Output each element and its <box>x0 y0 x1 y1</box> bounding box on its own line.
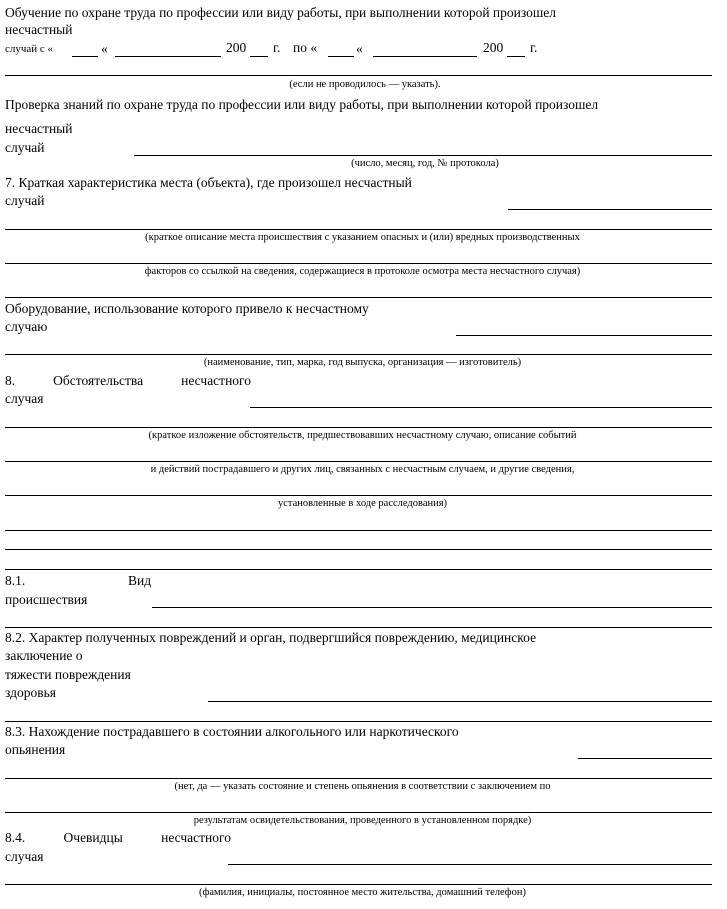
sec81-line2: происшествия <box>5 592 88 607</box>
training-note-field[interactable] <box>5 75 712 76</box>
training-to-day-field[interactable] <box>328 56 354 57</box>
sec8-hint3: установленные в ходе расследования) <box>277 498 448 509</box>
sec81-word: Вид <box>128 573 152 588</box>
sec84-title-line1 <box>5 830 231 846</box>
check-protocol-field[interactable] <box>134 155 712 156</box>
sec8-line5[interactable] <box>5 530 712 531</box>
sec83-field-line3[interactable] <box>5 812 712 813</box>
training-to-month-field[interactable] <box>373 56 477 57</box>
sec8-line2[interactable] <box>5 427 712 428</box>
training-g1: г. <box>273 40 281 55</box>
sec82-line4: здоровья <box>5 685 56 700</box>
sec83-line2: опьянения <box>5 742 66 757</box>
sec81-field[interactable] <box>152 607 712 608</box>
sec8-line7[interactable] <box>5 569 712 570</box>
sec7-place-line4[interactable] <box>5 297 712 298</box>
check-text-line3: случай <box>5 140 45 155</box>
sec83-hint2: результатам освидетельствования, проведенного в установленном порядке) <box>193 815 532 826</box>
sec7-place-field[interactable] <box>508 209 712 210</box>
training-g2: г. <box>530 40 538 55</box>
sec83-line1: 8.3. Нахождение пострадавшего в состоянии алкогольного или наркотического <box>5 724 459 739</box>
sec84-num: 8.4. <box>5 830 26 845</box>
sec84-line2: случая <box>5 849 44 864</box>
training-text-line2: несчастный <box>5 22 73 37</box>
sec83-field[interactable] <box>578 758 712 759</box>
sec81-num: 8.1. <box>5 573 26 588</box>
training-quote2: « <box>356 41 363 56</box>
training-year2: 200 <box>483 40 504 55</box>
sec8-line3[interactable] <box>5 461 712 462</box>
equip-field-line2[interactable] <box>5 354 712 355</box>
training-text-line1: Обучение по охране труда по профессии или виду работы, при выполнении которой произошел <box>5 5 556 20</box>
training-from-year-field[interactable] <box>250 56 268 57</box>
training-year1: 200 <box>226 40 247 55</box>
equip-field[interactable] <box>456 335 712 336</box>
check-hint: (число, месяц, год, № протокола) <box>351 158 499 169</box>
sec7-place-line2[interactable] <box>5 229 712 230</box>
check-text-line2: несчастный <box>5 121 73 136</box>
training-from-day-field[interactable] <box>72 56 98 57</box>
sec82-field[interactable] <box>208 701 712 702</box>
equip-title-line2: случаю <box>5 319 48 334</box>
sec7-place-line3[interactable] <box>5 263 712 264</box>
sec81-field-line2[interactable] <box>5 627 712 628</box>
sec8-word1: Обстоятельства <box>53 373 144 388</box>
training-quote1: « <box>101 41 108 56</box>
sec83-hint1: (нет, да — указать состояние и степень опьянения в соответствии с заключением по <box>174 781 551 792</box>
sec82-line1: 8.2. Характер полученных повреждений и орган, подвергшийся повреждению, медицинское <box>5 630 537 645</box>
sec8-line6[interactable] <box>5 549 712 550</box>
sec8-hint1: (краткое изложение обстоятельств, предшествовавших несчастному случаю, описание событий <box>148 430 577 441</box>
training-from-month-field[interactable] <box>115 56 221 57</box>
training-hint: (если не проводилось — указать). <box>289 79 441 90</box>
training-to-year-field[interactable] <box>507 56 525 57</box>
sec8-circumstances-field[interactable] <box>250 407 712 408</box>
sec83-field-line2[interactable] <box>5 778 712 779</box>
equip-title-line1: Оборудование, использование которого привело к несчастному <box>5 301 369 316</box>
sec8-num: 8. <box>5 373 16 388</box>
sec82-line2: заключение о <box>5 648 83 663</box>
sec82-field-line2[interactable] <box>5 721 712 722</box>
equip-hint: (наименование, тип, марка, год выпуска, организация — изготовитель) <box>203 357 522 368</box>
sec84-hint: (фамилия, инициалы, постоянное место жительства, домашний телефон) <box>199 887 526 898</box>
check-text-line1: Проверка знаний по охране труда по профессии или виду работы, при выполнении которой произошел <box>5 97 599 112</box>
sec8-line4[interactable] <box>5 495 712 496</box>
sec84-field-line2[interactable] <box>5 884 712 885</box>
sec82-line3: тяжести повреждения <box>5 667 131 682</box>
training-po: по « <box>293 40 318 55</box>
training-date-prefix: случай с « <box>5 43 54 55</box>
sec84-witness-field[interactable] <box>228 864 712 865</box>
sec7-hint2: факторов со ссылкой на сведения, содержащиеся в протоколе осмотра места несчастного случая) <box>144 266 581 277</box>
sec8-word2: несчастного <box>181 373 251 388</box>
sec84-word1: Очевидцы <box>63 830 123 845</box>
sec7-title-line1: 7. Краткая характеристика места (объекта), где произошел несчастный <box>5 175 412 190</box>
sec8-hint2: и действий пострадавшего и других лиц, связанных с несчастным случаем, и другие сведения, <box>150 464 575 475</box>
sec7-hint1: (краткое описание места происшествия с указанием опасных и (или) вредных производственных <box>145 232 580 243</box>
sec7-title-line2: случай <box>5 193 45 208</box>
sec8-title-line1 <box>5 373 251 389</box>
sec8-title-line2: случая <box>5 391 44 406</box>
sec84-word2: несчастного <box>161 830 231 845</box>
